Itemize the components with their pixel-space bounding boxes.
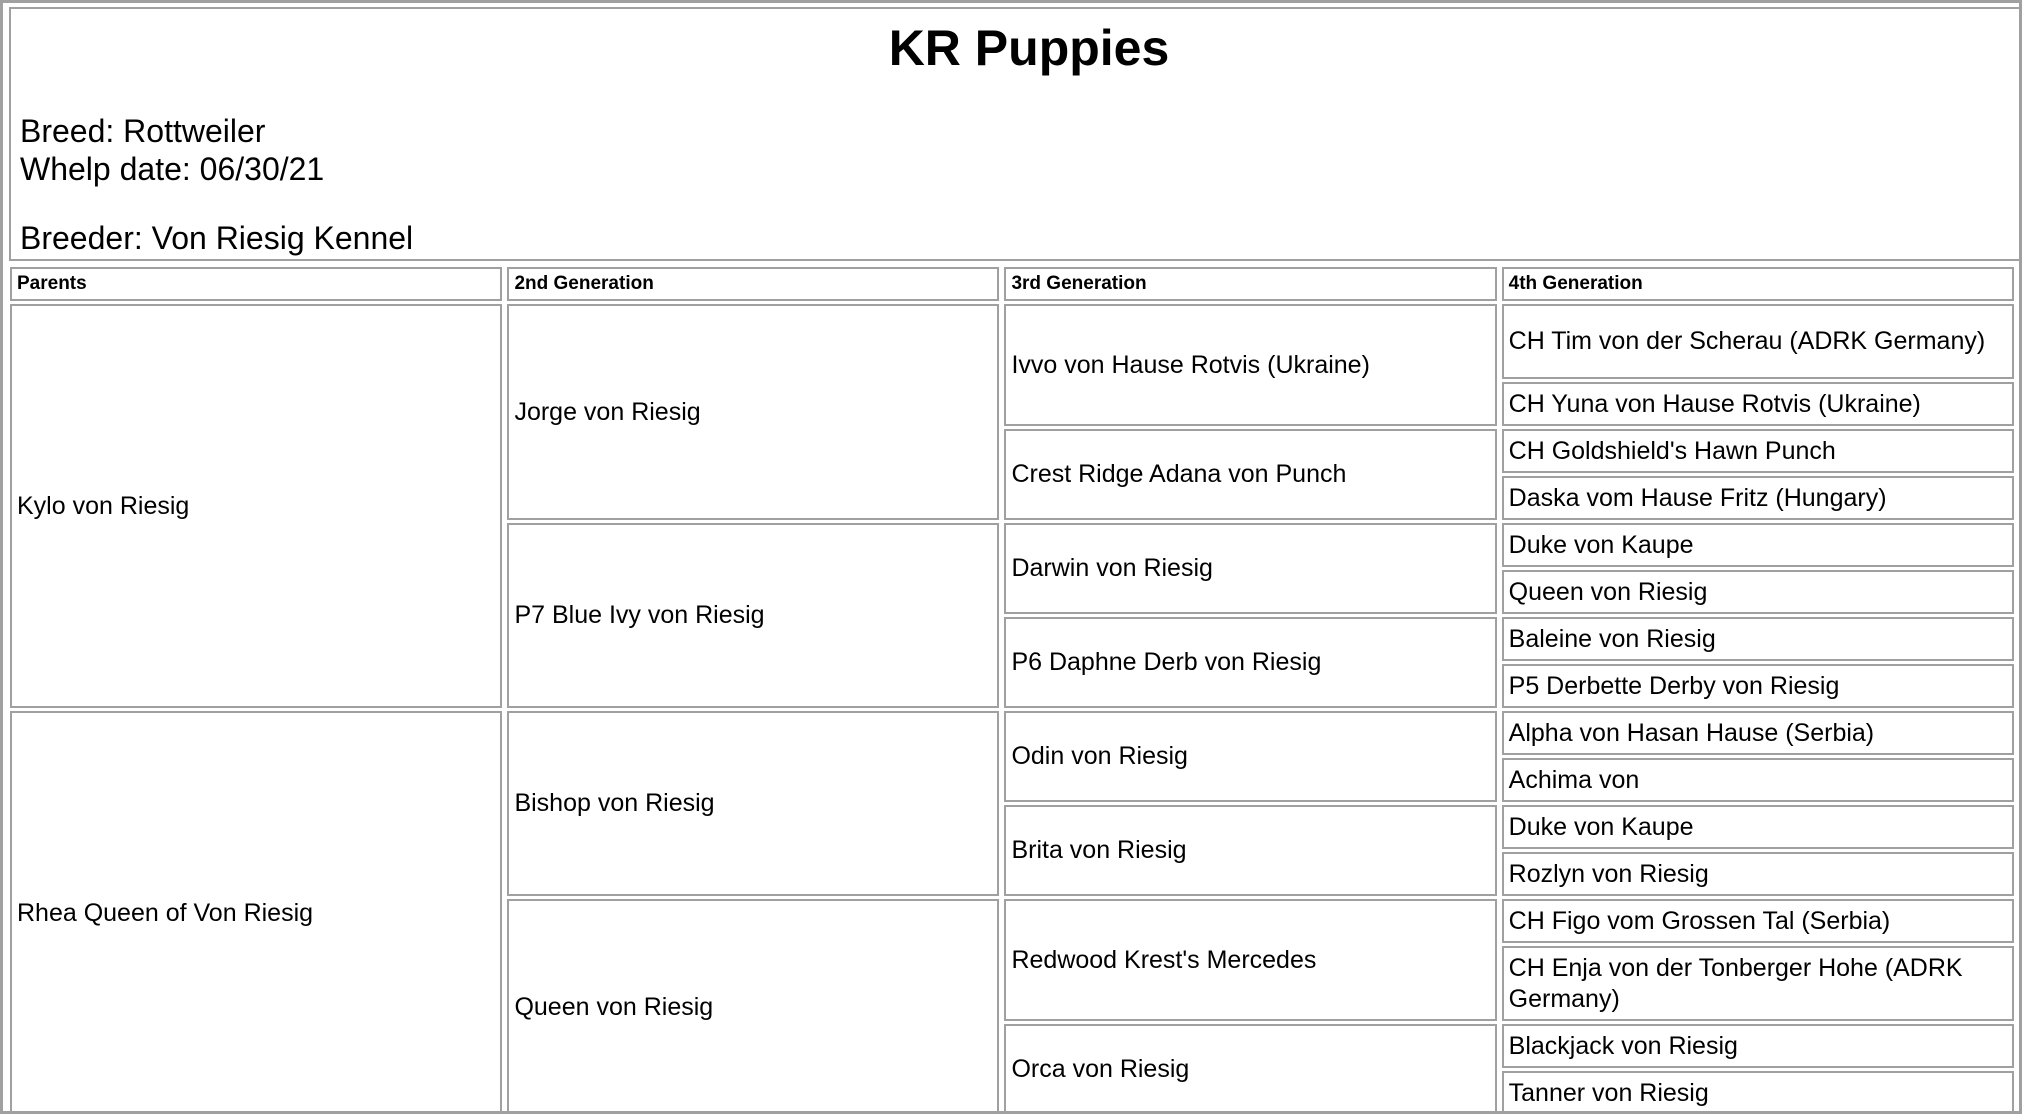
column-header-gen3: 3rd Generation [1004,267,1496,301]
gen2-cell: P7 Blue Ivy von Riesig [507,523,999,708]
gen4-cell: Queen von Riesig [1502,570,2014,614]
gen3-cell: Odin von Riesig [1004,711,1496,802]
gen3-cell: Redwood Krest's Mercedes [1004,899,1496,1021]
gen4-cell: Rozlyn von Riesig [1502,852,2014,896]
parent-dam: Rhea Queen of Von Riesig [10,711,502,1114]
gen4-cell: Daska vom Hause Fritz (Hungary) [1502,476,2014,520]
gen4-cell: Alpha von Hasan Hause (Serbia) [1502,711,2014,755]
gen3-cell: Ivvo von Hause Rotvis (Ukraine) [1004,304,1496,426]
gen3-cell: Darwin von Riesig [1004,523,1496,614]
page-title: KR Puppies [888,20,1170,76]
breed-text: Breed: Rottweiler [20,113,266,149]
gen4-cell: Duke von Kaupe [1502,523,2014,567]
gen4-cell: CH Tim von der Scherau (ADRK Germany) [1502,304,2014,379]
gen2-cell: Queen von Riesig [507,899,999,1114]
header-box [9,7,2022,261]
gen4-cell: Blackjack von Riesig [1502,1024,2014,1068]
header-row [10,267,2014,301]
gen4-cell: CH Enja von der Tonberger Hohe (ADRK Germany) [1502,946,2014,1021]
gen4-cell: P5 Derbette Derby von Riesig [1502,664,2014,708]
gen2-cell: Bishop von Riesig [507,711,999,896]
gen2-cell: Jorge von Riesig [507,304,999,520]
gen4-cell: CH Figo vom Grossen Tal (Serbia) [1502,899,2014,943]
gen3-cell: P6 Daphne Derb von Riesig [1004,617,1496,708]
whelp-date-text: Whelp date: 06/30/21 [20,151,325,187]
gen4-cell: Achima von [1502,758,2014,802]
breeder-text: Breeder: Von Riesig Kennel [20,220,414,256]
gen3-cell: Orca von Riesig [1004,1024,1496,1114]
gen4-cell: Baleine von Riesig [1502,617,2014,661]
parent-sire: Kylo von Riesig [10,304,502,708]
column-header-gen2: 2nd Generation [507,267,999,301]
column-header-gen4: 4th Generation [1502,267,2014,301]
gen4-cell: CH Goldshield's Hawn Punch [1502,429,2014,473]
pedigree-table [5,264,2019,1114]
gen3-cell: Crest Ridge Adana von Punch [1004,429,1496,520]
column-header-parents: Parents [10,267,502,301]
gen4-cell: Duke von Kaupe [1502,805,2014,849]
gen3-cell: Brita von Riesig [1004,805,1496,896]
gen4-cell: Tanner von Riesig [1502,1071,2014,1114]
gen4-cell: CH Yuna von Hause Rotvis (Ukraine) [1502,382,2014,426]
